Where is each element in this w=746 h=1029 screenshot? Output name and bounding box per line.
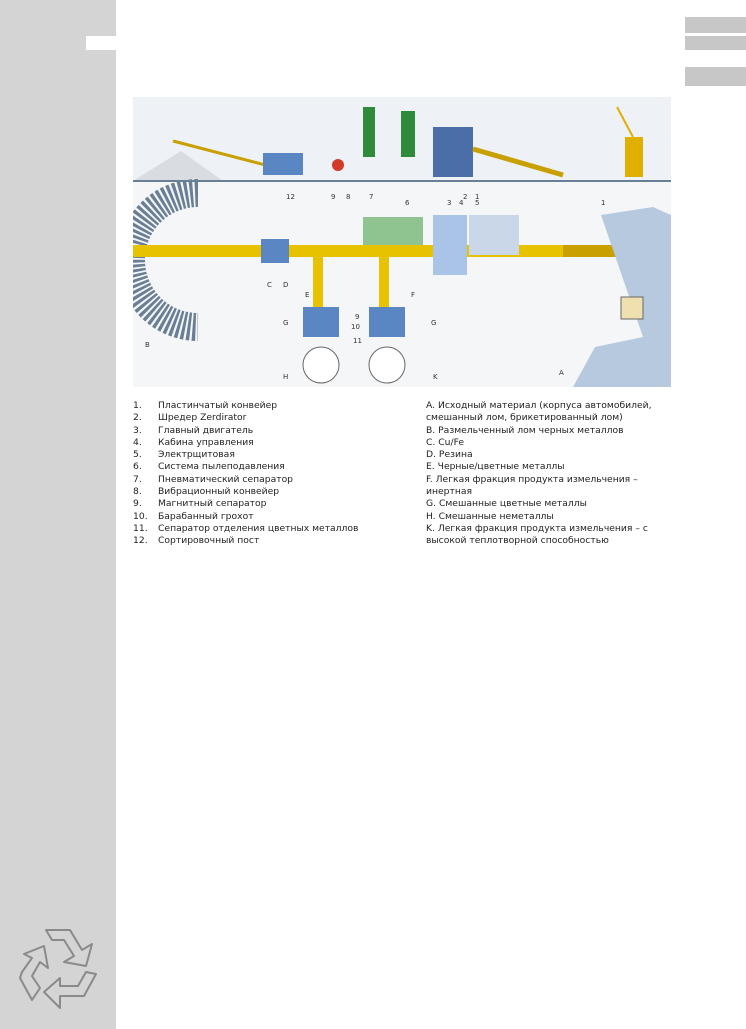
legend-item: 11. Сепаратор отделения цветных металлов [133, 522, 359, 534]
label-7: 7 [369, 193, 374, 201]
label-12: 12 [286, 193, 295, 201]
legend-lettered [426, 400, 676, 548]
legend-item: 4. Кабина управления [133, 436, 254, 448]
label-c: C [267, 281, 272, 289]
label-g-left: G [283, 319, 289, 327]
pile-k [369, 347, 405, 383]
label-4: 4 [459, 199, 464, 207]
legend-item: G. Смешанные цветные металлы [426, 498, 587, 510]
label-f: F [411, 291, 416, 299]
magnet [332, 159, 344, 171]
header-bar-3 [685, 67, 746, 86]
crane [625, 137, 643, 177]
label-6: 6 [405, 199, 410, 207]
label-e: E [305, 291, 310, 299]
header-bar-2 [685, 36, 746, 50]
label-5: 5 [475, 199, 480, 207]
sidebar [0, 0, 116, 1029]
dust-suppression [363, 217, 423, 245]
cyclone-1 [363, 107, 375, 157]
pile-h [303, 347, 339, 383]
legend-item: D. Резина [426, 449, 473, 461]
legend-item: 6. Система пылеподавления [133, 461, 285, 473]
drum-screen-1 [303, 307, 339, 337]
legend-item: 2. Шредер Zerdirator [133, 412, 247, 424]
label-g-right: G [431, 319, 437, 327]
legend-item: B. Размельченный лом черных металлов [426, 424, 624, 436]
label-a: A [559, 369, 564, 377]
label-1b: 1 [601, 199, 606, 207]
legend-item: 9. Магнитный сепаратор [133, 498, 267, 510]
legend-numbered [133, 400, 413, 548]
legend-item: 5. Электрщитовая [133, 449, 235, 461]
label-k: K [433, 373, 438, 381]
cu-fe-unit [261, 239, 289, 263]
label-9b: 9 [355, 313, 360, 321]
label-10: 10 [351, 323, 360, 331]
shredder-building [433, 127, 473, 177]
label-1: 1 [475, 193, 480, 201]
label-2: 2 [463, 193, 468, 201]
legend-item: 12. Сортировочный пост [133, 535, 260, 547]
legend-item: 3. Главный двигатель [133, 424, 254, 436]
sorting-post [263, 153, 303, 175]
legend-item: H. Смешанные неметаллы [426, 510, 554, 522]
recycle-icon [8, 922, 108, 1017]
label-h: H [283, 373, 289, 381]
legend-item: A. Исходный материал (корпуса автомобилей, смешанный лом, брикетированный лом) [426, 400, 652, 424]
legend-item: C. Cu/Fe [426, 436, 465, 448]
legend-item: 7. Пневматический сепаратор [133, 473, 294, 485]
control-cabin [469, 215, 519, 255]
input-pile [621, 297, 643, 319]
legend-item: 1. Пластинчатый конвейер [133, 400, 278, 411]
legend-item: K. Легкая фракция продукта измельчения – с высокой теплотворной способностью [426, 522, 648, 547]
cyclone-2 [401, 111, 415, 157]
shredder-plant-diagram [133, 97, 671, 387]
motor-block [433, 215, 467, 275]
header-bar-1 [685, 17, 746, 33]
legend-item: F. Легкая фракция продукта измельчения – инертная [426, 473, 638, 498]
legend-item: 10. Барабанный грохот [133, 510, 254, 522]
label-3: 3 [447, 199, 452, 207]
label-b: B [145, 341, 150, 349]
label-11: 11 [353, 337, 362, 345]
legend-item: 8. Вибрационный конвейер [133, 486, 280, 498]
label-8: 8 [346, 193, 351, 201]
legend-item: E. Черные/цветные металлы [426, 461, 565, 473]
label-9: 9 [331, 193, 336, 201]
sidebar-tab [86, 36, 116, 50]
drum-screen-2 [369, 307, 405, 337]
label-d: D [283, 281, 289, 289]
